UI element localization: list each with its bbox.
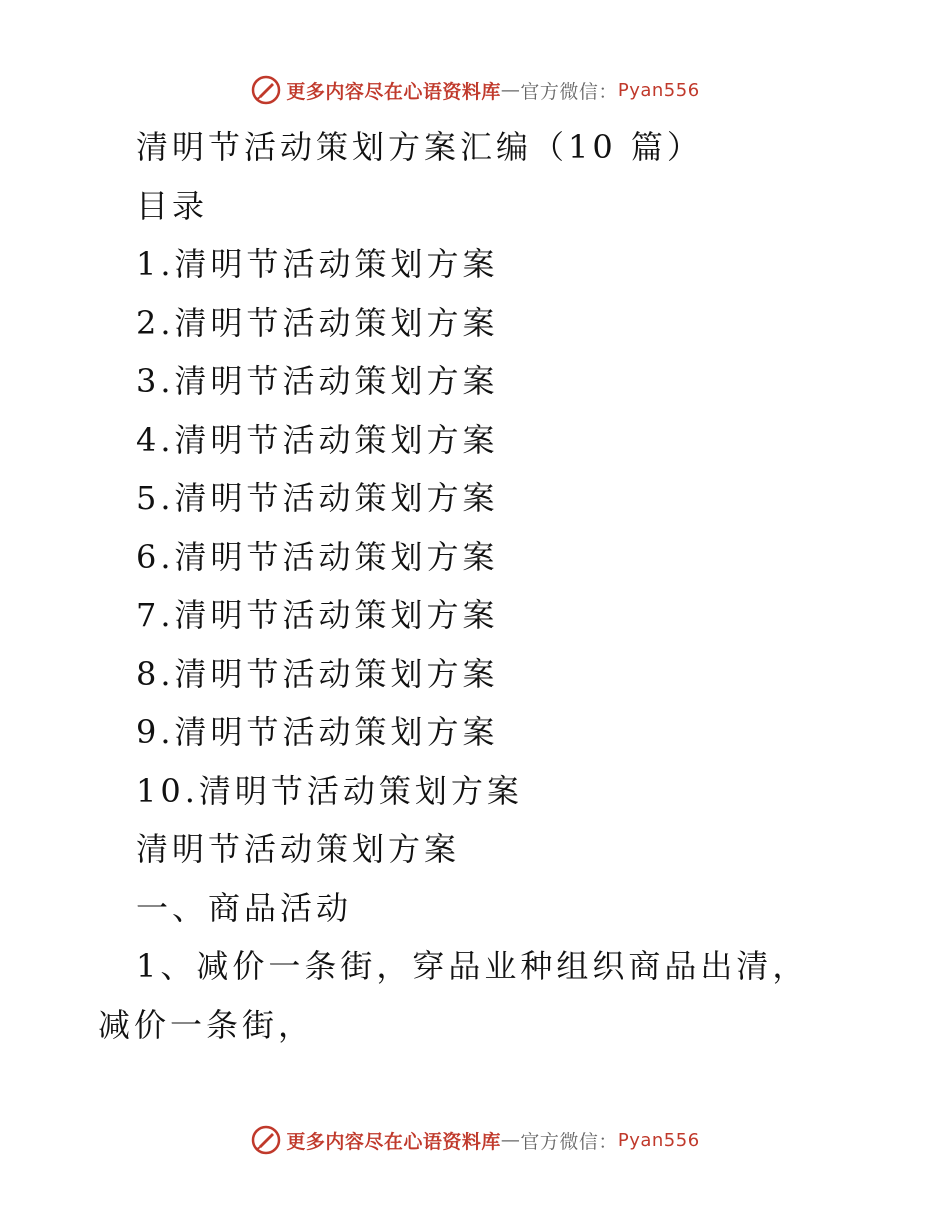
toc-item[interactable]: 7.清明节活动策划方案 — [136, 596, 499, 634]
toc-item[interactable]: 10.清明节活动策划方案 — [136, 771, 523, 810]
banner-wechat-id: Pyan556 — [617, 1129, 700, 1151]
toc-item[interactable]: 5.清明节活动策划方案 — [136, 479, 499, 517]
toc-item[interactable]: 6.清明节活动策划方案 — [136, 537, 499, 576]
section-title: 清明节活动策划方案 — [136, 830, 461, 868]
section-heading: 一、商品活动 — [136, 888, 353, 927]
document-title: 清明节活动策划方案汇编（10 篇） — [136, 128, 703, 166]
quill-logo-icon — [250, 1124, 282, 1156]
toc-item[interactable]: 3.清明节活动策划方案 — [136, 362, 499, 400]
banner-site-text: 更多内容尽在心语资料库 — [286, 1130, 501, 1153]
banner-wechat-label: 官方微信： — [520, 80, 618, 103]
banner-site-text: 更多内容尽在心语资料库 — [286, 80, 501, 103]
banner-wechat-id: Pyan556 — [617, 79, 700, 101]
toc-item[interactable]: 1.清明节活动策划方案 — [136, 245, 499, 283]
banner-wechat-label: 官方微信： — [520, 1130, 618, 1153]
footer-banner — [0, 1120, 950, 1160]
document-body — [98, 118, 838, 1054]
toc-heading: 目录 — [136, 186, 209, 225]
toc-item[interactable]: 2.清明节活动策划方案 — [136, 303, 499, 342]
toc-item[interactable]: 9.清明节活动策划方案 — [136, 713, 499, 751]
paragraph: 1、减价一条街，穿品业种组织商品出清，减价一条街， — [98, 947, 809, 1044]
banner-dash: — — [500, 1129, 521, 1151]
quill-logo-icon — [250, 74, 282, 106]
header-banner — [0, 70, 950, 110]
toc-item[interactable]: 4.清明节活动策划方案 — [136, 420, 499, 459]
banner-dash: — — [500, 79, 521, 101]
toc-item[interactable]: 8.清明节活动策划方案 — [136, 654, 499, 693]
